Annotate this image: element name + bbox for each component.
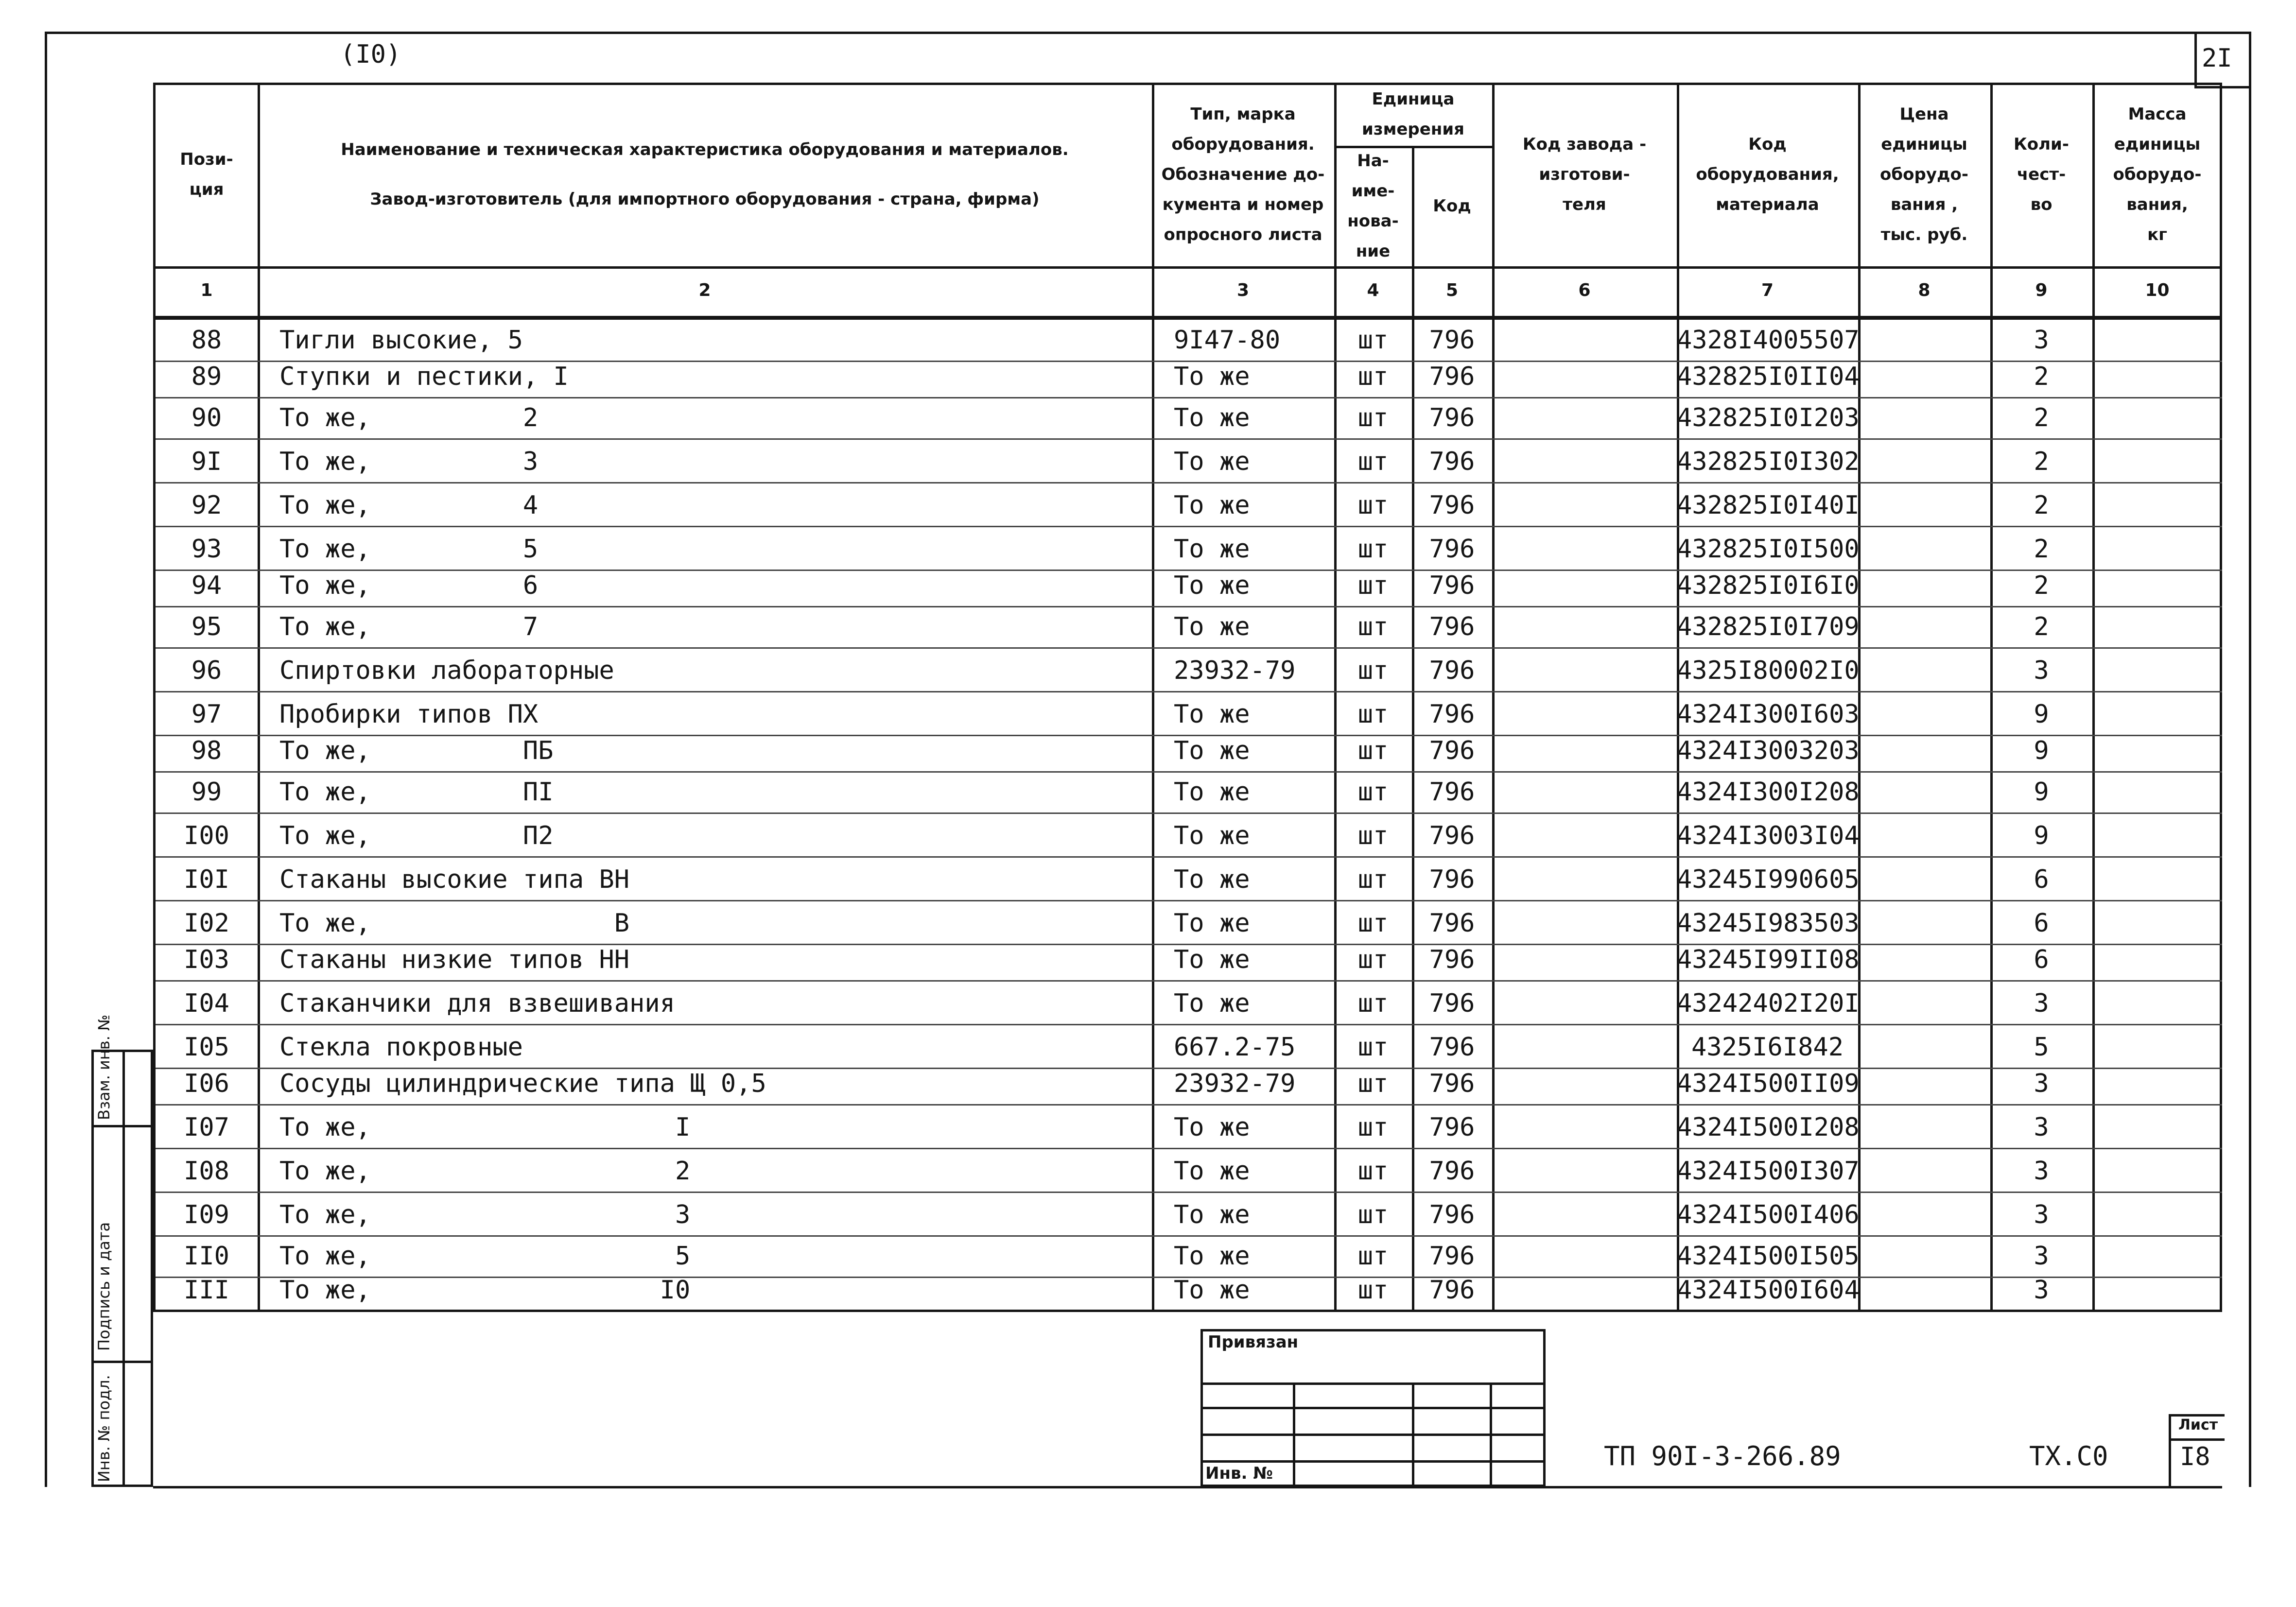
table-row [156, 814, 2222, 858]
cell-pos: I06 [184, 1069, 229, 1098]
table-row [156, 398, 2222, 440]
cell-type: То же [1174, 491, 1250, 520]
cell-pos: 92 [191, 491, 222, 520]
column-number: 10 [2145, 280, 2170, 300]
header-c10-line: Масса [2128, 104, 2187, 124]
cell-type: То же [1174, 1113, 1250, 1142]
cell-unit: шт [1357, 491, 1389, 520]
title-block-top-line [153, 1310, 2222, 1312]
cell-material-code: 4324I500I406 [1677, 1200, 1860, 1229]
column-number: 3 [1236, 280, 1250, 300]
cell-type: То же [1174, 736, 1250, 765]
sheet-number-divider [2169, 1438, 2225, 1441]
cell-material-code: 4324I500I208 [1677, 1113, 1860, 1142]
cell-code: 796 [1429, 1033, 1475, 1062]
cell-qty: 6 [2034, 945, 2049, 974]
cell-name: Сосуды цилиндрические типа Щ 0,5 [279, 1069, 766, 1098]
cell-name: Стаканчики для взвешивания [279, 989, 675, 1018]
cell-name: То же, ПБ [279, 736, 554, 765]
cell-pos: II0 [184, 1242, 229, 1271]
header-c3-line: Тип, марка [1190, 104, 1296, 124]
column-number: 2 [698, 280, 711, 300]
cell-qty: 3 [2034, 656, 2049, 685]
cell-pos: 9I [191, 447, 222, 476]
cell-material-code: 4325I80002I0 [1677, 656, 1860, 685]
cell-pos: 96 [191, 656, 222, 685]
table-row [156, 607, 2222, 649]
stamp-v-1 [1293, 1382, 1295, 1487]
cell-unit: шт [1357, 571, 1389, 600]
cell-code: 796 [1429, 403, 1475, 432]
header-c45-line: измерения [1362, 120, 1464, 139]
cell-unit: шт [1357, 1033, 1389, 1062]
cell-name: То же, 7 [279, 612, 539, 641]
cell-unit: шт [1357, 1242, 1389, 1271]
stamp-v-3 [1490, 1382, 1492, 1487]
cell-unit: шт [1357, 778, 1389, 807]
header-c10 [2092, 83, 2222, 266]
header-c9 [1990, 83, 2092, 266]
cell-pos: 95 [191, 612, 222, 641]
stamp-line-4 [1200, 1460, 1546, 1463]
cell-name: Пробирки типов ПХ [279, 700, 539, 729]
cell-code: 796 [1429, 326, 1475, 355]
header-c9-line: во [2030, 195, 2052, 214]
cell-pos: I03 [184, 945, 229, 974]
header-c1 [156, 83, 258, 266]
cell-code: 796 [1429, 1200, 1475, 1229]
cell-unit: шт [1357, 656, 1389, 685]
cell-code: 796 [1429, 821, 1475, 850]
table-row [156, 945, 2222, 982]
cell-name: То же, 6 [279, 571, 539, 600]
table-row [156, 571, 2222, 607]
cell-name: То же, 5 [279, 535, 539, 564]
cell-name: То же, 3 [279, 447, 539, 476]
cell-code: 796 [1429, 1113, 1475, 1142]
table-row [156, 649, 2222, 692]
cell-material-code: 4324I3003203 [1677, 736, 1860, 765]
table-row [156, 1278, 2222, 1312]
cell-unit: шт [1357, 1276, 1389, 1305]
page-marker: (I0) [340, 40, 401, 69]
cell-code: 796 [1429, 491, 1475, 520]
header-c3-line: кумента и номер [1162, 195, 1324, 214]
cell-name: То же, 2 [279, 403, 539, 432]
section-code: ТХ.С0 [2029, 1441, 2108, 1471]
cell-code: 796 [1429, 535, 1475, 564]
header-c8-line: Цена [1899, 104, 1949, 124]
cell-type: 23932-79 [1174, 1069, 1296, 1098]
cell-material-code: 4325I6I842 [1691, 1033, 1844, 1062]
cell-qty: 2 [2034, 403, 2049, 432]
cell-type: То же [1174, 700, 1250, 729]
cell-name: Ступки и пестики, I [279, 362, 569, 391]
cell-pos: 93 [191, 535, 222, 564]
cell-name: Спиртовки лабораторные [279, 656, 614, 685]
cell-qty: 2 [2034, 362, 2049, 391]
table-row [156, 440, 2222, 484]
cell-unit: шт [1357, 821, 1389, 850]
column-number: 5 [1445, 280, 1459, 300]
header-c10-line: кг [2147, 225, 2167, 244]
cell-qty: 6 [2034, 865, 2049, 894]
inv-label: Инв. № [1205, 1464, 1273, 1483]
cell-name: То же, 2 [279, 1157, 691, 1186]
cell-unit: шт [1357, 1157, 1389, 1186]
cell-pos: I00 [184, 821, 229, 850]
stamp-line-1 [1200, 1382, 1546, 1385]
cell-qty: 3 [2034, 1113, 2049, 1142]
column-number: 6 [1578, 280, 1591, 300]
stamp-line-3 [1200, 1434, 1546, 1436]
cell-material-code: 4324I500I604 [1677, 1276, 1860, 1305]
cell-material-code: 4324I500I505 [1677, 1242, 1860, 1271]
table-row [156, 484, 2222, 527]
cell-qty: 3 [2034, 326, 2049, 355]
cell-pos: 99 [191, 778, 222, 807]
cell-unit: шт [1357, 1069, 1389, 1098]
cell-name: Стекла покровные [279, 1033, 523, 1062]
cell-code: 796 [1429, 612, 1475, 641]
cell-code: 796 [1429, 656, 1475, 685]
cell-name: То же, В [279, 909, 630, 938]
header-c1-line: Пози- [180, 150, 233, 169]
cell-qty: 2 [2034, 571, 2049, 600]
cell-unit: шт [1357, 326, 1389, 355]
cell-pos: I02 [184, 909, 229, 938]
cell-type: То же [1174, 778, 1250, 807]
cell-name: То же, ПI [279, 778, 554, 807]
header-c10-line: единицы [2114, 135, 2201, 154]
cell-pos: I08 [184, 1157, 229, 1186]
cell-type: 23932-79 [1174, 656, 1296, 685]
header-c9-line: Коли- [2014, 135, 2069, 154]
cell-name: То же, 5 [279, 1242, 691, 1271]
cell-material-code: 432825I0II04 [1677, 362, 1860, 391]
cell-unit: шт [1357, 909, 1389, 938]
cell-name: Стаканы низкие типов НН [279, 945, 630, 974]
cell-qty: 2 [2034, 491, 2049, 520]
cell-pos: I04 [184, 989, 229, 1018]
cell-name: То же, I [279, 1113, 691, 1142]
cell-material-code: 43242402I20I [1677, 989, 1860, 1018]
column-number: 7 [1761, 280, 1774, 300]
cell-type: То же [1174, 403, 1250, 432]
cell-name: То же, П2 [279, 821, 554, 850]
cell-type: То же [1174, 362, 1250, 391]
cell-material-code: 43245I983503 [1677, 909, 1860, 938]
header-c3 [1152, 83, 1334, 266]
header-c2-line: Завод-изготовитель (для импортного оборудования - страна, фирма) [370, 190, 1040, 209]
column-number: 4 [1367, 280, 1379, 300]
header-c3-line: опросного листа [1164, 225, 1322, 244]
cell-unit: шт [1357, 736, 1389, 765]
cell-code: 796 [1429, 945, 1475, 974]
table-row [156, 982, 2222, 1025]
cell-qty: 3 [2034, 1069, 2049, 1098]
header-c6 [1492, 83, 1677, 266]
stamp-v-2 [1412, 1382, 1414, 1487]
cell-type: То же [1174, 1242, 1250, 1271]
cell-material-code: 432825I0I302 [1677, 447, 1860, 476]
cell-qty: 2 [2034, 612, 2049, 641]
cell-code: 796 [1429, 989, 1475, 1018]
cell-qty: 9 [2034, 778, 2049, 807]
header-c9-line: чест- [2017, 165, 2066, 184]
cell-unit: шт [1357, 865, 1389, 894]
cell-unit: шт [1357, 1200, 1389, 1229]
cell-qty: 5 [2034, 1033, 2049, 1062]
cell-qty: 3 [2034, 1157, 2049, 1186]
table-row [156, 362, 2222, 398]
cell-unit: шт [1357, 535, 1389, 564]
cell-code: 796 [1429, 362, 1475, 391]
header-c45 [1334, 83, 1492, 146]
header-c8-line: оборудо- [1880, 165, 1968, 184]
column-number: 1 [200, 280, 213, 300]
cell-material-code: 4324I300I208 [1677, 778, 1860, 807]
cell-type: То же [1174, 945, 1250, 974]
cell-pos: 94 [191, 571, 222, 600]
cell-code: 796 [1429, 447, 1475, 476]
cell-material-code: 4328I4005507 [1677, 326, 1860, 355]
page-bottom-line [153, 1486, 2222, 1488]
cell-material-code: 4324I500II09 [1677, 1069, 1860, 1098]
header-c45-line: Единица [1372, 89, 1455, 109]
cell-code: 796 [1429, 1276, 1475, 1305]
cell-type: То же [1174, 1200, 1250, 1229]
cell-code: 796 [1429, 700, 1475, 729]
cell-code: 796 [1429, 865, 1475, 894]
cell-qty: 3 [2034, 1242, 2049, 1271]
cell-qty: 3 [2034, 1276, 2049, 1305]
header-c6-line: теля [1563, 195, 1606, 214]
header-c10-line: оборудо- [2113, 165, 2202, 184]
cell-code: 796 [1429, 1069, 1475, 1098]
cell-type: То же [1174, 1276, 1250, 1305]
cell-code: 796 [1429, 736, 1475, 765]
cell-type: То же [1174, 571, 1250, 600]
header-c4-line: име- [1351, 181, 1395, 201]
header-c3-line: оборудования. [1171, 135, 1315, 154]
cell-material-code: 432825I0I709 [1677, 612, 1860, 641]
cell-type: То же [1174, 1157, 1250, 1186]
cell-code: 796 [1429, 1242, 1475, 1271]
cell-unit: шт [1357, 362, 1389, 391]
cell-pos: 97 [191, 700, 222, 729]
side-label-podpis-data: Подпись и дата [95, 1222, 113, 1351]
cell-qty: 2 [2034, 447, 2049, 476]
corner-number: 2I [2202, 44, 2232, 73]
cell-name: То же, 3 [279, 1200, 691, 1229]
cell-pos: 89 [191, 362, 222, 391]
header-c4 [1334, 146, 1412, 266]
cell-name: Тигли высокие, 5 [279, 326, 523, 355]
outer-right-line [2249, 32, 2251, 1487]
cell-type: 9I47-80 [1174, 326, 1281, 355]
header-c7-line: материала [1716, 195, 1819, 214]
header-c8-line: вания , [1890, 195, 1958, 214]
side-strip-divider-v [122, 1050, 125, 1487]
cell-code: 796 [1429, 909, 1475, 938]
cell-name: То же, 4 [279, 491, 539, 520]
header-c6-line: изготови- [1539, 165, 1630, 184]
cell-unit: шт [1357, 1113, 1389, 1142]
cell-unit: шт [1357, 612, 1389, 641]
column-number: 9 [2035, 280, 2048, 300]
cell-pos: I05 [184, 1033, 229, 1062]
cell-unit: шт [1357, 447, 1389, 476]
cell-name: То же, I0 [279, 1276, 691, 1305]
header-c1-line: ция [189, 180, 224, 199]
cell-pos: I0I [184, 865, 229, 894]
cell-pos: 88 [191, 326, 222, 355]
table-row [156, 1193, 2222, 1237]
cell-material-code: 4324I300I603 [1677, 700, 1860, 729]
cell-code: 796 [1429, 778, 1475, 807]
cell-code: 796 [1429, 571, 1475, 600]
cell-type: То же [1174, 821, 1250, 850]
header-c8 [1858, 83, 1990, 266]
outer-top-line [45, 32, 2251, 34]
header-c8-line: тыс. руб. [1880, 225, 1968, 244]
header-c4-line: ние [1356, 242, 1391, 261]
header-c7-line: Код [1748, 135, 1787, 154]
header-c5-line: Код [1433, 196, 1471, 216]
cell-pos: 98 [191, 736, 222, 765]
cell-unit: шт [1357, 403, 1389, 432]
header-c4-line: На- [1357, 151, 1389, 171]
cell-type: То же [1174, 612, 1250, 641]
cell-material-code: 432825I0I40I [1677, 491, 1860, 520]
cell-pos: III [184, 1276, 229, 1305]
sheet-number: I8 [2180, 1442, 2210, 1471]
cell-qty: 9 [2034, 736, 2049, 765]
side-label-vzam-inv: Взам. инв. № [95, 1014, 113, 1120]
header-c7 [1677, 83, 1858, 266]
table-row [156, 858, 2222, 901]
table-row [156, 773, 2222, 814]
cell-qty: 3 [2034, 989, 2049, 1018]
cell-code: 796 [1429, 1157, 1475, 1186]
table-row [156, 1106, 2222, 1149]
cell-material-code: 432825I0I500 [1677, 535, 1860, 564]
table-row [156, 1069, 2222, 1106]
sheet-label: Лист [2178, 1417, 2218, 1434]
outer-left-line [45, 32, 47, 1487]
cell-type: То же [1174, 535, 1250, 564]
header-c2-line: Наименование и техническая характеристика оборудования и материалов. [341, 140, 1069, 159]
cell-name: Стаканы высокие типа ВН [279, 865, 630, 894]
cell-qty: 6 [2034, 909, 2049, 938]
stamp-line-2 [1200, 1407, 1546, 1409]
cell-type: То же [1174, 447, 1250, 476]
cell-type: То же [1174, 865, 1250, 894]
cell-material-code: 432825I0I203 [1677, 403, 1860, 432]
cell-unit: шт [1357, 700, 1389, 729]
header-c2 [258, 83, 1152, 266]
attached-label: Привязан [1208, 1332, 1299, 1352]
header-c8-line: единицы [1881, 135, 1967, 154]
cell-pos: I07 [184, 1113, 229, 1142]
header-c7-line: оборудования, [1696, 165, 1839, 184]
header-c10-line: вания, [2126, 195, 2188, 214]
side-label-inv-podl: Инв. № подл. [95, 1375, 113, 1482]
header-c5 [1412, 146, 1492, 266]
cell-qty: 9 [2034, 700, 2049, 729]
cell-unit: шт [1357, 945, 1389, 974]
column-number: 8 [1918, 280, 1931, 300]
cell-pos: 90 [191, 403, 222, 432]
cell-qty: 2 [2034, 535, 2049, 564]
cell-material-code: 43245I99II08 [1677, 945, 1860, 974]
table-row [156, 736, 2222, 773]
cell-type: То же [1174, 989, 1250, 1018]
cell-qty: 3 [2034, 1200, 2049, 1229]
cell-type: То же [1174, 909, 1250, 938]
doc-code: ТП 90I-3-266.89 [1604, 1441, 1841, 1471]
cell-qty: 9 [2034, 821, 2049, 850]
cell-material-code: 4324I500I307 [1677, 1157, 1860, 1186]
cell-material-code: 432825I0I6I0 [1677, 571, 1860, 600]
cell-material-code: 43245I990605 [1677, 865, 1860, 894]
table-row [156, 1149, 2222, 1193]
header-c3-line: Обозначение до- [1161, 165, 1325, 184]
header-c4-line: нова- [1347, 211, 1399, 231]
cell-type: 667.2-75 [1174, 1033, 1296, 1062]
cell-pos: I09 [184, 1200, 229, 1229]
header-c6-line: Код завода - [1522, 135, 1647, 154]
cell-unit: шт [1357, 989, 1389, 1018]
cell-material-code: 4324I3003I04 [1677, 821, 1860, 850]
